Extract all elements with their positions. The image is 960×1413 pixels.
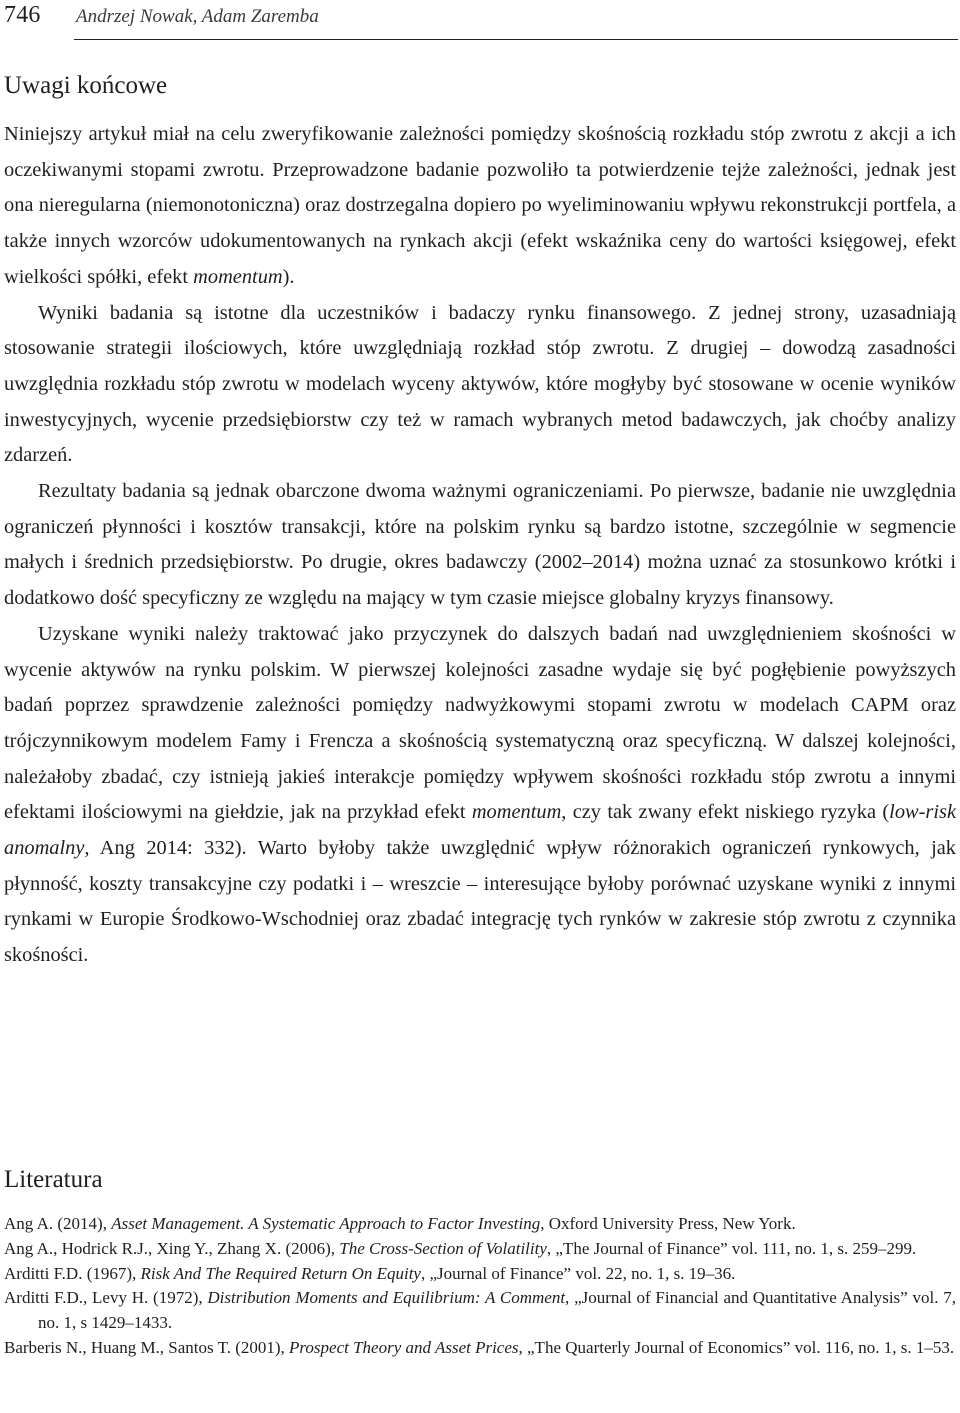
- reference-item: [4, 1237, 956, 1262]
- paragraph: Wyniki badania są istotne dla uczestników i badaczy rynku finansowego. Z jednej strony, uzasadniają stosowanie strategii ilościowych, które uwzględniają rozkład stóp zwrotu. Z drugiej – dowodzą zasadności uwzględnia rozkładu stóp zwrotu w modelach wyceny aktywów, które mogłyby być stosowane w ocenie wyników inwestycyjnych, wycenie przedsiębiorstw czy też w ramach wybranych metod badawczych, jak choćby analizy zdarzeń.: [4, 301, 956, 467]
- reference-authors: Barberis N., Huang M., Santos T. (2001),: [4, 1337, 290, 1357]
- reference-authors: Ang A., Hodrick R.J., Xing Y., Zhang X. (2006),: [4, 1238, 340, 1258]
- reference-title: The Cross-Section of Volatility: [339, 1238, 547, 1258]
- reference-list: [4, 1212, 956, 1361]
- reference-source: , „Journal of Financial and Quantitative Analysis” vol. 7, no. 1, s 1429–1433.: [38, 1288, 956, 1333]
- reference-title: Prospect Theory and Asset Prices: [289, 1337, 519, 1357]
- reference-source: , „The Quarterly Journal of Economics” vol. 116, no. 1, s. 1–53.: [518, 1337, 955, 1357]
- reference-source: , „Journal of Finance” vol. 22, no. 1, s. 19–36.: [420, 1263, 736, 1283]
- header-rule: [74, 39, 958, 40]
- paragraph: Rezultaty badania są jednak obarczone dwoma ważnymi ograniczeniami. Po pierwsze, badanie nie uwzględnia ograniczeń płynności i kosztów transakcji, które na polskim rynku są bardzo istotne, szczególnie w segmencie małych i średnich przedsiębiorstw. Po drugie, okres badawczy (2002–2014) można uznać za stosunkowo krótki i dodatkowo dość specyficzny ze względu na mający w tym czasie miejsce globalny kryzys finansowy.: [4, 480, 956, 610]
- reference-item: [4, 1212, 956, 1237]
- page-number: 746: [4, 2, 41, 28]
- italic-term: momentum: [471, 801, 562, 824]
- paragraph: [4, 117, 956, 296]
- section-heading-uwagi-koncowe: Uwagi końcowe: [4, 72, 168, 99]
- reference-item: [4, 1336, 956, 1361]
- paragraph-text: ).: [282, 265, 295, 288]
- section-heading-literatura: Literatura: [4, 1166, 103, 1193]
- reference-authors: Ang A. (2014),: [4, 1214, 112, 1233]
- reference-title: Risk And The Required Return On Equity: [140, 1263, 421, 1283]
- reference-authors: Arditti F.D. (1967),: [4, 1263, 141, 1283]
- paragraph: [4, 617, 956, 974]
- reference-title: Distribution Moments and Equilibrium: A Comment: [207, 1288, 566, 1308]
- italic-term: low-risk anomalny: [4, 801, 956, 860]
- paragraph-text: Uzyskane wyniki należy traktować jako przyczynek do dalszych badań nad uwzględnieniem skośności w wycenie aktywów na rynku polskim. W pierwszej kolejności zasadne wydaje się być pogłębienie powyższych badań poprzez sprawdzenie zależności pomiędzy nadwyżkowymi stopami zwrotu w modelach CAPM oraz trójczynnikowym modelem Famy i Frencza a skośnością systematyczną oraz specyficzną. W dalszej kolejności, należałoby zbadać, czy istnieją jakieś interakcje pomiędzy wpływem skośności rozkładu stóp zwrotu a innymi efektami ilościowymi na giełdzie, jak na przykład efekt: [4, 622, 956, 824]
- reference-item: [4, 1286, 956, 1336]
- reference-source: , „The Journal of Finance” vol. 111, no. 1, s. 259–299.: [546, 1238, 917, 1258]
- paragraph-text: , czy tak zwany efekt niskiego ryzyka (: [561, 801, 890, 824]
- reference-title: Asset Management. A Systematic Approach to Factor Investing: [111, 1214, 541, 1233]
- reference-source: , Oxford University Press, New York.: [540, 1214, 796, 1233]
- header-authors: Andrzej Nowak, Adam Zaremba: [76, 6, 319, 27]
- paragraph-text: Niniejszy artykuł miał na celu zweryfikowanie zależności pomiędzy skośnością rozkładu stóp zwrotu z akcji a ich oczekiwanymi stopami zwrotu. Przeprowadzone badanie pozwoliło ta potwierdzenie tejże zależności, jednak jest ona nieregularna (niemonotoniczna) oraz dostrzegalna dopiero po wyeliminowaniu wpływu rekonstrukcji portfela, a także innych wzorców udokumentowanych na rynkach akcji (efekt wskaźnika ceny do wartości księgowej, efekt wielkości spółki, efekt: [4, 123, 956, 288]
- body-text: [4, 117, 956, 974]
- reference-authors: Arditti F.D., Levy H. (1972),: [4, 1288, 208, 1308]
- italic-term: momentum: [193, 265, 283, 288]
- running-header: [4, 0, 958, 42]
- paragraph-text: , Ang 2014: 332). Warto byłoby także uwzględnić wpływ różnorakich ograniczeń rynkowych, jak płynność, koszty transakcyjne czy podatki i – wreszcie – interesujące byłoby porównać uzyskane wyniki z innymi rynkami w Europie Środkowo-Wschodniej oraz zbadać integrację tych rynków w zakresie stóp zwrotu z czynnika skośności.: [4, 837, 956, 967]
- reference-item: [4, 1262, 956, 1287]
